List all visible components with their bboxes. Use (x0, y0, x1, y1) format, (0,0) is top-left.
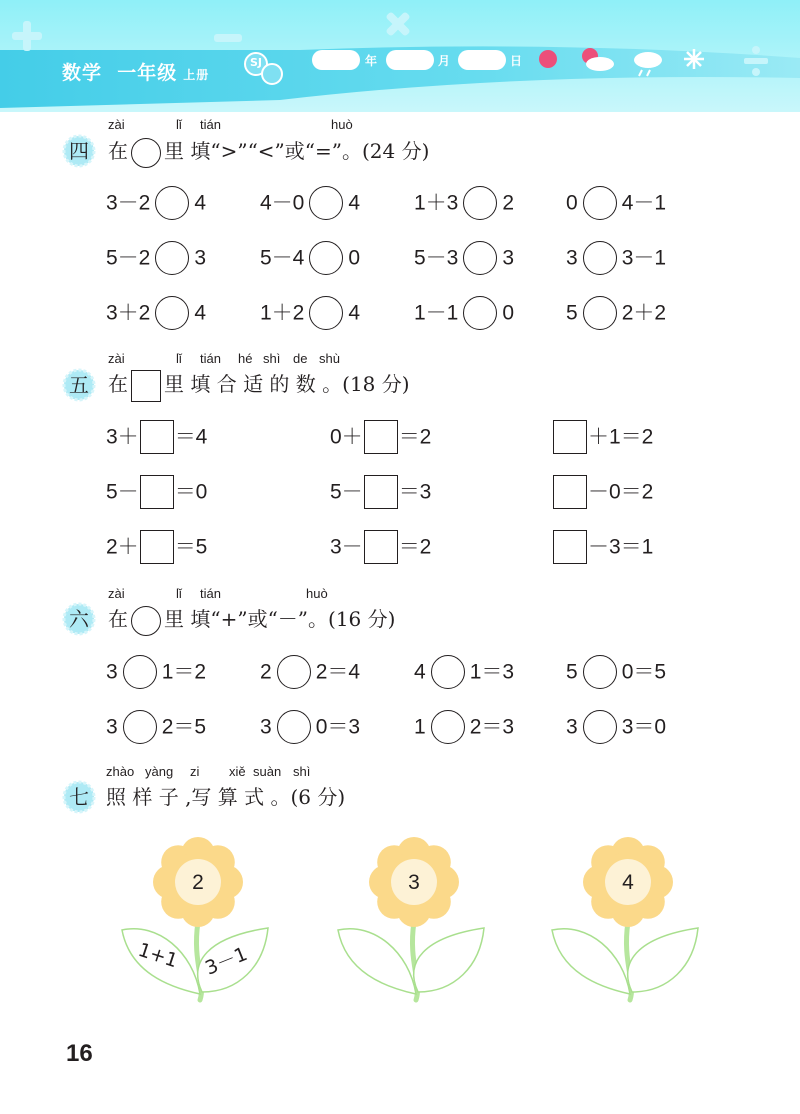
fill-in-exercise (552, 529, 653, 565)
operator-circle[interactable] (431, 710, 465, 744)
expression-before: 0＋ (330, 425, 363, 449)
expression-after: －0＝2 (588, 480, 654, 504)
answer-box[interactable] (553, 530, 587, 564)
answer-box[interactable] (553, 420, 587, 454)
leaf-expression-right: 3－1 (202, 943, 251, 980)
answer-box[interactable] (140, 475, 174, 509)
expression-before: 2＋ (106, 535, 139, 559)
header-title (62, 58, 209, 85)
operator-circle[interactable] (583, 710, 617, 744)
expression-before: 3－ (330, 535, 363, 559)
first-number: 3 (566, 715, 578, 739)
compare-exercise (414, 240, 514, 276)
compare-exercise (106, 295, 206, 331)
answer-box[interactable] (364, 420, 398, 454)
right-expression: 3 (502, 246, 515, 270)
pinyin-shi: shì (293, 764, 311, 779)
compare-exercise (566, 185, 666, 221)
pinyin-tian: tián (200, 117, 221, 132)
expression-after: －3＝1 (588, 535, 654, 559)
pinyin-li: lǐ (176, 117, 182, 132)
right-expression: 3－1 (621, 246, 667, 270)
leaf-expression-left: 1+1 (135, 938, 181, 973)
expression-before: 5－ (106, 480, 139, 504)
left-expression: 5 (566, 301, 578, 325)
fill-in-exercise (106, 529, 207, 565)
month-field[interactable] (386, 50, 434, 70)
pinyin-yang: yàng (145, 764, 174, 779)
operator-circle[interactable] (583, 655, 617, 689)
compare-exercise (106, 185, 206, 221)
left-expression: 0 (566, 191, 578, 215)
pinyin-xie: xiě (229, 764, 246, 779)
expression-before: 5－ (330, 480, 363, 504)
pinyin-zi: zi (190, 764, 200, 779)
right-expression: 4 (194, 301, 207, 325)
answer-box[interactable] (553, 475, 587, 509)
right-expression: 4－1 (621, 191, 667, 215)
answer-box[interactable] (140, 420, 174, 454)
pinyin-li: lǐ (176, 586, 182, 601)
left-expression: 1＋3 (414, 191, 459, 215)
right-expression: 2 (502, 191, 515, 215)
right-expression: 0 (348, 246, 361, 270)
expression-after: ＝0 (174, 480, 208, 504)
day-field[interactable] (458, 50, 506, 70)
rest-of-equation: 1＝2 (161, 660, 207, 684)
right-expression: 4 (348, 191, 361, 215)
answer-box[interactable] (364, 475, 398, 509)
right-expression: 2＋2 (621, 301, 667, 325)
first-number: 1 (414, 715, 426, 739)
section-instruction: 照 样 子 ,写 算 式 。(6 分) (106, 785, 346, 809)
page-number: 16 (66, 1040, 93, 1067)
expression-after: ＝3 (398, 480, 432, 504)
fill-in-exercise (106, 474, 207, 510)
first-number: 3 (106, 715, 118, 739)
answer-circle[interactable] (309, 186, 343, 220)
left-expression: 5－3 (414, 246, 459, 270)
answer-box[interactable] (140, 530, 174, 564)
answer-box[interactable] (364, 530, 398, 564)
operator-exercise (414, 709, 514, 745)
year-label: 年 (365, 54, 378, 68)
answer-circle[interactable] (155, 186, 189, 220)
section-number: 六 (69, 607, 89, 631)
operator-exercise (414, 654, 514, 690)
instruction-post: 里 填“>”“<”或“=”。(24 分) (164, 139, 430, 163)
operator-exercise (106, 654, 206, 690)
operator-circle[interactable] (123, 710, 157, 744)
instruction-post: 里 填 合 适 的 数 。(18 分) (164, 372, 410, 396)
section-instruction (108, 368, 410, 402)
answer-circle[interactable] (583, 296, 617, 330)
rest-of-equation: 2＝4 (315, 660, 361, 684)
answer-circle[interactable] (309, 241, 343, 275)
first-number: 3 (260, 715, 272, 739)
operator-circle[interactable] (431, 655, 465, 689)
pinyin-de: de (293, 351, 308, 366)
first-number: 4 (414, 660, 426, 684)
left-expression: 5－4 (260, 246, 305, 270)
section-number: 五 (69, 373, 89, 397)
right-expression: 4 (194, 191, 207, 215)
first-number: 2 (260, 660, 272, 684)
grade-label: 一年级 (117, 62, 178, 84)
circle-symbol (131, 606, 161, 636)
compare-exercise (260, 185, 360, 221)
pinyin-li: lǐ (176, 351, 182, 366)
expression-after: ＋1＝2 (588, 425, 654, 449)
left-expression: 1＋2 (260, 301, 305, 325)
operator-exercise (260, 654, 360, 690)
box-symbol (131, 370, 161, 402)
pinyin-huo: huò (306, 586, 328, 601)
expression-after: ＝4 (174, 425, 208, 449)
pinyin-suan: suàn (253, 764, 282, 779)
fill-in-exercise (552, 419, 653, 455)
compare-exercise (566, 240, 666, 276)
compare-exercise (414, 185, 514, 221)
answer-circle[interactable] (463, 296, 497, 330)
section-number: 七 (69, 785, 89, 809)
rest-of-equation: 2＝5 (161, 715, 207, 739)
flowers-area (110, 825, 710, 1010)
section-number-badge (62, 602, 96, 636)
answer-circle[interactable] (155, 241, 189, 275)
left-expression: 3＋2 (106, 301, 151, 325)
pinyin-zai: zài (108, 117, 125, 132)
circle-symbol (131, 138, 161, 168)
section-number-badge (62, 780, 96, 814)
instruction-pre: 在 (108, 139, 128, 163)
right-expression: 4 (348, 301, 361, 325)
expression-after: ＝2 (398, 535, 432, 559)
flower-number: 3 (408, 871, 420, 894)
subject-label: 数学 (62, 62, 103, 84)
right-expression: 0 (502, 301, 515, 325)
pinyin-zai: zài (108, 351, 125, 366)
badge-label: SJ (250, 56, 263, 69)
page-header (0, 0, 800, 112)
rest-of-equation: 0＝5 (621, 660, 667, 684)
compare-exercise (414, 295, 514, 331)
expression-after: ＝2 (398, 425, 432, 449)
fill-in-exercise (106, 419, 207, 455)
rest-of-equation: 0＝3 (315, 715, 361, 739)
pinyin-tian: tián (200, 586, 221, 601)
flower-number: 2 (192, 871, 204, 894)
instruction-pre: 在 (108, 607, 128, 631)
operator-exercise (260, 709, 360, 745)
operator-exercise (566, 654, 666, 690)
section-number-badge (62, 368, 96, 402)
left-expression: 3 (566, 246, 578, 270)
left-expression: 3－2 (106, 191, 151, 215)
compare-exercise (106, 240, 206, 276)
rest-of-equation: 2＝3 (469, 715, 515, 739)
pinyin-zai: zài (108, 586, 125, 601)
answer-circle[interactable] (583, 186, 617, 220)
pinyin-tian: tián (200, 351, 221, 366)
right-expression: 3 (194, 246, 207, 270)
operator-circle[interactable] (277, 710, 311, 744)
operator-circle[interactable] (277, 655, 311, 689)
left-expression: 4－0 (260, 191, 305, 215)
expression-after: ＝5 (174, 535, 208, 559)
pinyin-shi: shì (263, 351, 281, 366)
month-label: 月 (438, 54, 451, 68)
left-expression: 1－1 (414, 301, 459, 325)
first-number: 3 (106, 660, 118, 684)
operator-circle[interactable] (123, 655, 157, 689)
pinyin-zhao: zhào (106, 764, 135, 779)
left-expression: 5－2 (106, 246, 151, 270)
compare-exercise (260, 240, 360, 276)
answer-circle[interactable] (155, 296, 189, 330)
compare-exercise (260, 295, 360, 331)
rest-of-equation: 3＝0 (621, 715, 667, 739)
flower-number: 4 (622, 871, 634, 894)
instruction-post: 里 填“+”或“－”。(16 分) (164, 607, 396, 631)
rest-of-equation: 1＝3 (469, 660, 515, 684)
pinyin-he: hé (238, 351, 253, 366)
section-number: 四 (69, 139, 89, 163)
header-background (0, 0, 800, 112)
pinyin-huo: huò (331, 117, 353, 132)
answer-circle[interactable] (309, 296, 343, 330)
answer-circle[interactable] (583, 241, 617, 275)
fill-in-exercise (330, 419, 431, 455)
section-number-badge (62, 134, 96, 168)
operator-exercise (106, 709, 206, 745)
day-label: 日 (510, 54, 523, 68)
volume-label: 上册 (183, 68, 210, 82)
operator-exercise (566, 709, 666, 745)
section-instruction (108, 135, 429, 168)
first-number: 5 (566, 660, 578, 684)
answer-circle[interactable] (463, 186, 497, 220)
pinyin-shu: shù (319, 351, 340, 366)
sun-icon (539, 50, 557, 68)
instruction-pre: 在 (108, 372, 128, 396)
fill-in-exercise (552, 474, 653, 510)
section-instruction (108, 603, 395, 636)
answer-circle[interactable] (463, 241, 497, 275)
expression-before: 3＋ (106, 425, 139, 449)
compare-exercise (566, 295, 666, 331)
fill-in-exercise (330, 474, 431, 510)
year-field[interactable] (312, 50, 360, 70)
fill-in-exercise (330, 529, 431, 565)
snow-icon (684, 49, 704, 69)
